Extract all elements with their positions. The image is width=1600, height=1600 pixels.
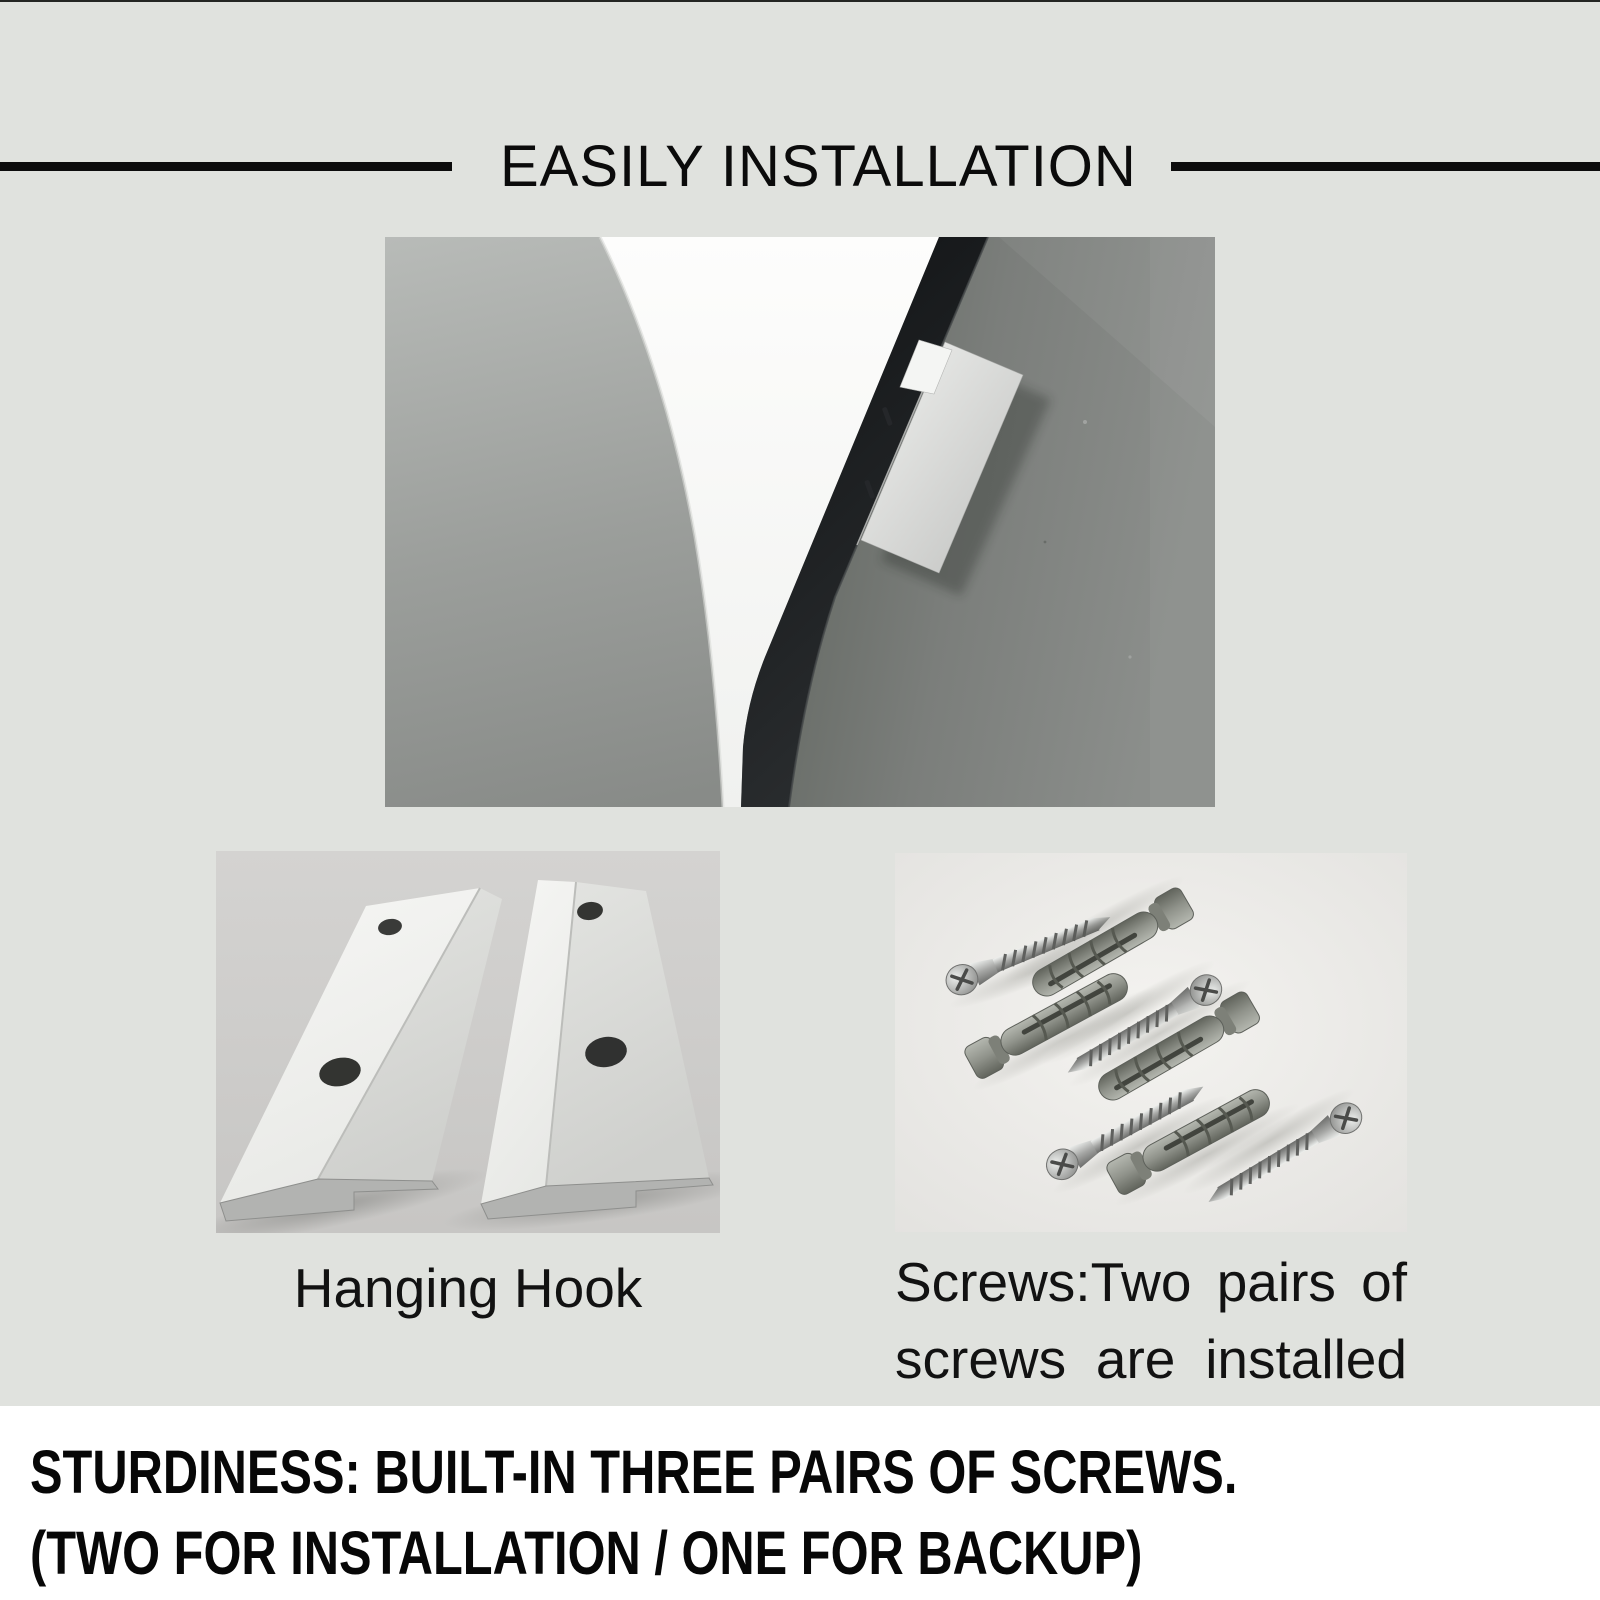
footer-band [0, 1406, 1600, 1600]
header-divider-left [0, 162, 452, 171]
footer-text [30, 1432, 1237, 1594]
header-divider-right [1171, 162, 1600, 171]
footer-line-2: (TWO FOR INSTALLATION / ONE FOR BACKUP) [30, 1519, 1143, 1587]
screws-caption-line-1: Screws:Two pairs of [895, 1251, 1407, 1313]
screws-caption-line-2: screws are installed [895, 1328, 1407, 1390]
top-edge-strip [0, 0, 1600, 2]
footer-line-1: STURDINESS: BUILT-IN THREE PAIRS OF SCREWS. [30, 1438, 1238, 1506]
hook-caption: Hanging Hook [293, 1257, 643, 1319]
hanging-hook-photo [216, 851, 720, 1233]
screws-caption [895, 1244, 1407, 1398]
header [0, 130, 1600, 202]
mirror-corner-photo [385, 237, 1215, 807]
page-title: EASILY INSTALLATION [500, 133, 1137, 199]
screws-photo [895, 853, 1407, 1232]
